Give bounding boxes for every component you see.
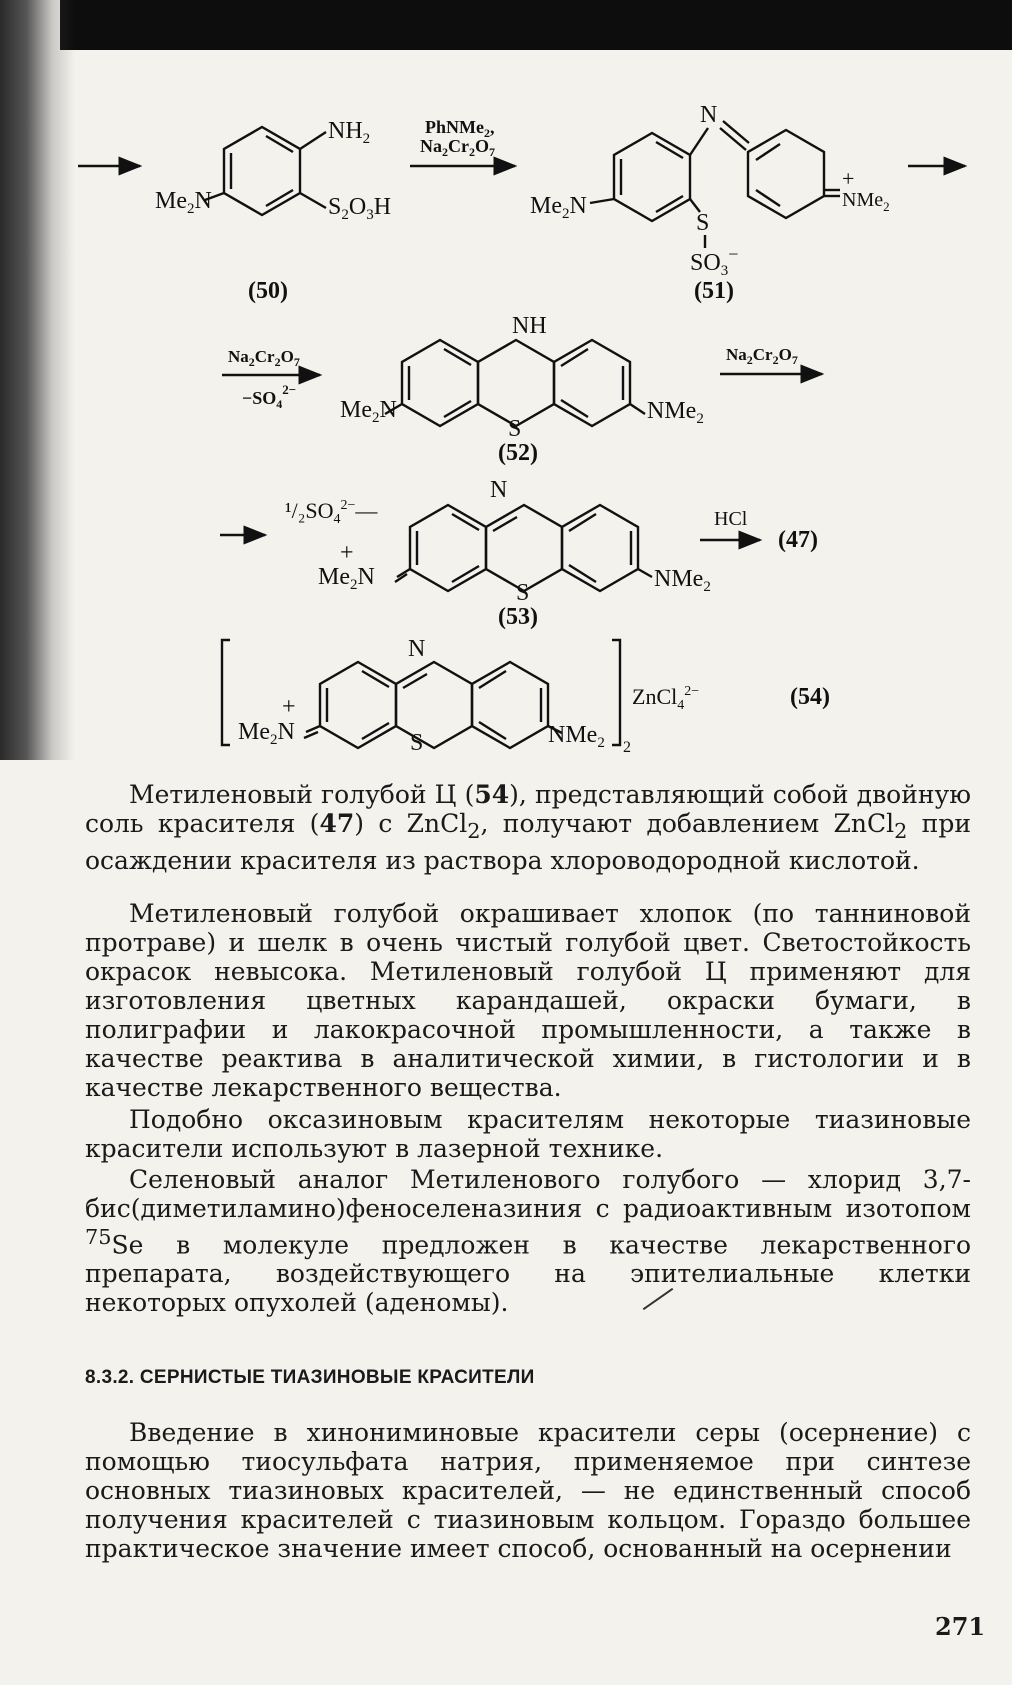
s51-n: N xyxy=(700,102,718,128)
s53-n: N xyxy=(490,477,508,503)
s52-label: (52) xyxy=(498,440,538,466)
arrow3-reagent: $Na_2Cr_2O_7$ xyxy=(726,345,798,367)
s53-reagent: HCl xyxy=(714,508,748,530)
s53-product: (47) xyxy=(778,527,818,553)
s54-s: S xyxy=(410,730,424,756)
arrow2-bottom: $-SO_4^{2-}$ xyxy=(242,382,297,411)
s50-s2o3h: $S_2O_3H$ xyxy=(328,194,392,223)
s53-s: S xyxy=(516,580,530,606)
s54-label: (54) xyxy=(790,684,830,710)
s50-nme2: $Me_2N$ xyxy=(155,188,212,217)
paragraph-4: Селеновый аналог Метиленового голубого — хлорид 3,7-бис(диметиламино)феноселеназиния с радиоактивным изотопом $^{75}$Se в молекуле предложен в качестве лекарственного препарата, воздействующего на эпителиальные клетки некоторых опухолей (аденомы). xyxy=(85,1165,971,1318)
s54-salt: ZnCl$_4^{2-}$ xyxy=(632,684,700,713)
s53-counterion: $^1/_2SO_4^{2-}—$ xyxy=(285,498,378,527)
s53-label: (53) xyxy=(498,604,538,630)
s51-label: (51) xyxy=(694,278,734,304)
s53-plus: + xyxy=(340,540,354,566)
s53-nme2: NMe$_2$ xyxy=(654,566,711,595)
s52-s: S xyxy=(508,416,522,442)
s51-nme2: NMe$_2$ xyxy=(842,189,890,214)
s54-nme2: NMe$_2$ xyxy=(548,722,605,751)
paragraph-3: Подобно оксазиновым красителям некоторые тиазиновые красители используют в лазерной технике. xyxy=(85,1105,971,1163)
s53-me2n: $Me_2N$ xyxy=(318,564,375,593)
reaction-scheme xyxy=(0,0,1012,790)
arrow2-top: $Na_2Cr_2O_7$ xyxy=(228,347,300,369)
s50-nh2: $NH_2$ xyxy=(328,118,371,147)
arrow1-reagent2: $Na_2Cr_2O_7$ xyxy=(420,136,496,159)
s51-nplus: + xyxy=(842,166,855,191)
arrow1-reagent1: PhNMe$_2$, xyxy=(425,117,495,140)
s54-me2n: $Me_2N$ xyxy=(238,719,295,748)
s52-me2n: $Me_2N$ xyxy=(340,397,397,426)
s51-s: S xyxy=(696,210,710,236)
s52-nh: NH xyxy=(512,313,547,339)
paragraph-5: Введение в хинониминовые красители серы (осернение) с помощью тиосульфата натрия, применяемое при синтезе основных тиазиновых красителей, — не единственный способ получения красителей с тиазиновым кольцом. Гораздо большее практическое значение имеет способ, основанный на осернении xyxy=(85,1418,971,1563)
s54-bracket-sub: 2 xyxy=(623,739,631,756)
paragraph-1: Метиленовый голубой Ц (54), представляющий собой двойную соль красителя (47) с ZnCl$_2$, получают добавлением ZnCl$_2$ при осаждении красителя из раствора хлороводородной кислотой. xyxy=(85,780,972,875)
section-heading: 8.3.2. СЕРНИСТЫЕ ТИАЗИНОВЫЕ КРАСИТЕЛИ xyxy=(85,1367,535,1388)
s52-nme2: NMe$_2$ xyxy=(647,398,704,427)
s51-me2n: $Me_2N$ xyxy=(530,193,587,222)
paragraph-2: Метиленовый голубой окрашивает хлопок (по танниновой протраве) и шелк в очень чистый голубой цвет. Светостойкость окрасок невысока. Метиленовый голубой Ц применяют для изготовления цветных карандашей, окраски бумаги, в полиграфии и лакокрасочной промышленности, а также в качестве реактива в аналитической химии, в гистологии и в качестве лекарственного вещества. xyxy=(85,899,971,1102)
s54-n: N xyxy=(408,636,426,662)
page-number: 271 xyxy=(935,1612,986,1641)
s54-plus: + xyxy=(282,694,296,720)
s50-label: (50) xyxy=(248,278,288,304)
s51-so3: $SO_3^-$ xyxy=(690,244,739,279)
